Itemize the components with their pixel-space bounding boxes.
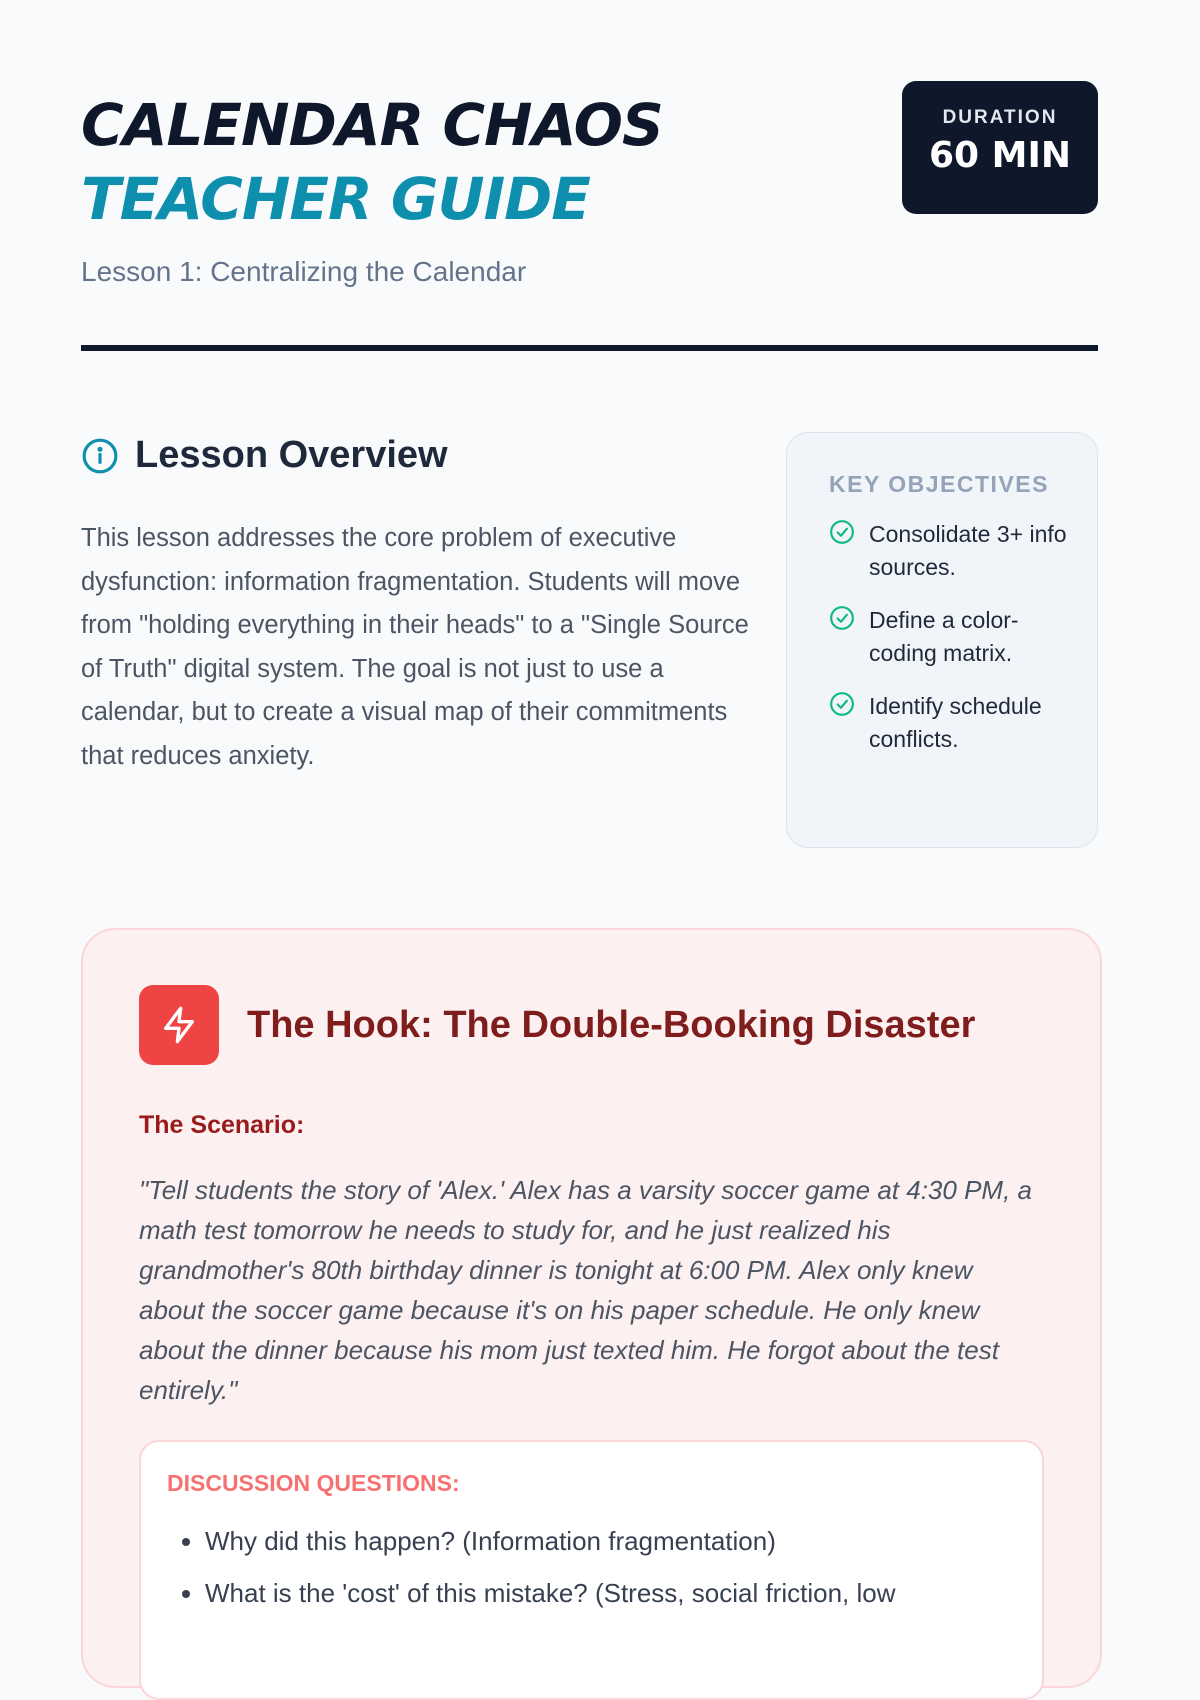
overview-body: This lesson addresses the core problem of executive dysfunction: information fragmentation. Students will move from "holding everything in their heads" to a "Single Source of Truth" digital system. The goal is not just to use a calendar, but to create a visual map of their commitments that reduces anxiety. [81, 524, 749, 770]
hook-section [81, 928, 1102, 1688]
objective-text: Identify schedule conflicts. [869, 693, 1042, 752]
hook-title: The Hook: The Double-Booking Disaster [247, 1003, 976, 1046]
overview-content [81, 434, 761, 778]
header [81, 0, 1098, 287]
objective-item [829, 604, 1077, 670]
scenario-label: The Scenario: [139, 1111, 305, 1139]
objective-text: Define a color-coding matrix. [869, 607, 1019, 666]
bolt-badge [139, 985, 219, 1065]
duration-label: DURATION [942, 107, 1058, 128]
question-item: • Why did this happen? (Information fragmentation) [205, 1515, 1016, 1567]
scenario-text: "Tell students the story of 'Alex.' Alex has a varsity soccer game at 4:30 PM, a math test tomorrow he needs to study for, and he just realized his grandmother's 80th birthday dinner is tonight at 6:00 PM. Alex only knew about the soccer game because it's on his paper schedule. He only knew about the dinner because his mom just texted him. He forgot about the test entirely." [139, 1175, 1032, 1405]
discussion-questions-box [139, 1440, 1044, 1700]
objective-text: Consolidate 3+ info sources. [869, 521, 1067, 580]
lesson-overview-section [81, 434, 1098, 844]
guide-subtitle-title: TEACHER GUIDE [81, 165, 590, 233]
objective-item [829, 690, 1077, 756]
hook-heading [139, 985, 1044, 1065]
duration-badge [902, 81, 1098, 214]
key-objectives-card [786, 432, 1098, 848]
questions-list [167, 1515, 1016, 1619]
overview-heading [81, 434, 761, 477]
question-item: • What is the 'cost' of this mistake? (Stress, social friction, low [205, 1567, 1016, 1619]
duration-value: 60 MIN [929, 135, 1071, 176]
check-circle-icon [829, 691, 855, 717]
check-circle-icon [829, 519, 855, 545]
info-icon [81, 437, 119, 475]
header-divider [81, 345, 1098, 351]
lightning-bolt-icon [159, 1005, 199, 1045]
check-circle-icon [829, 605, 855, 631]
lesson-subtitle: Lesson 1: Centralizing the Calendar [81, 256, 527, 287]
guide-title: CALENDAR CHAOS [81, 91, 663, 159]
objective-item [829, 518, 1077, 584]
overview-heading-text: Lesson Overview [135, 434, 448, 476]
objectives-title: KEY OBJECTIVES [829, 471, 1049, 497]
questions-title: DISCUSSION QUESTIONS: [167, 1470, 460, 1496]
